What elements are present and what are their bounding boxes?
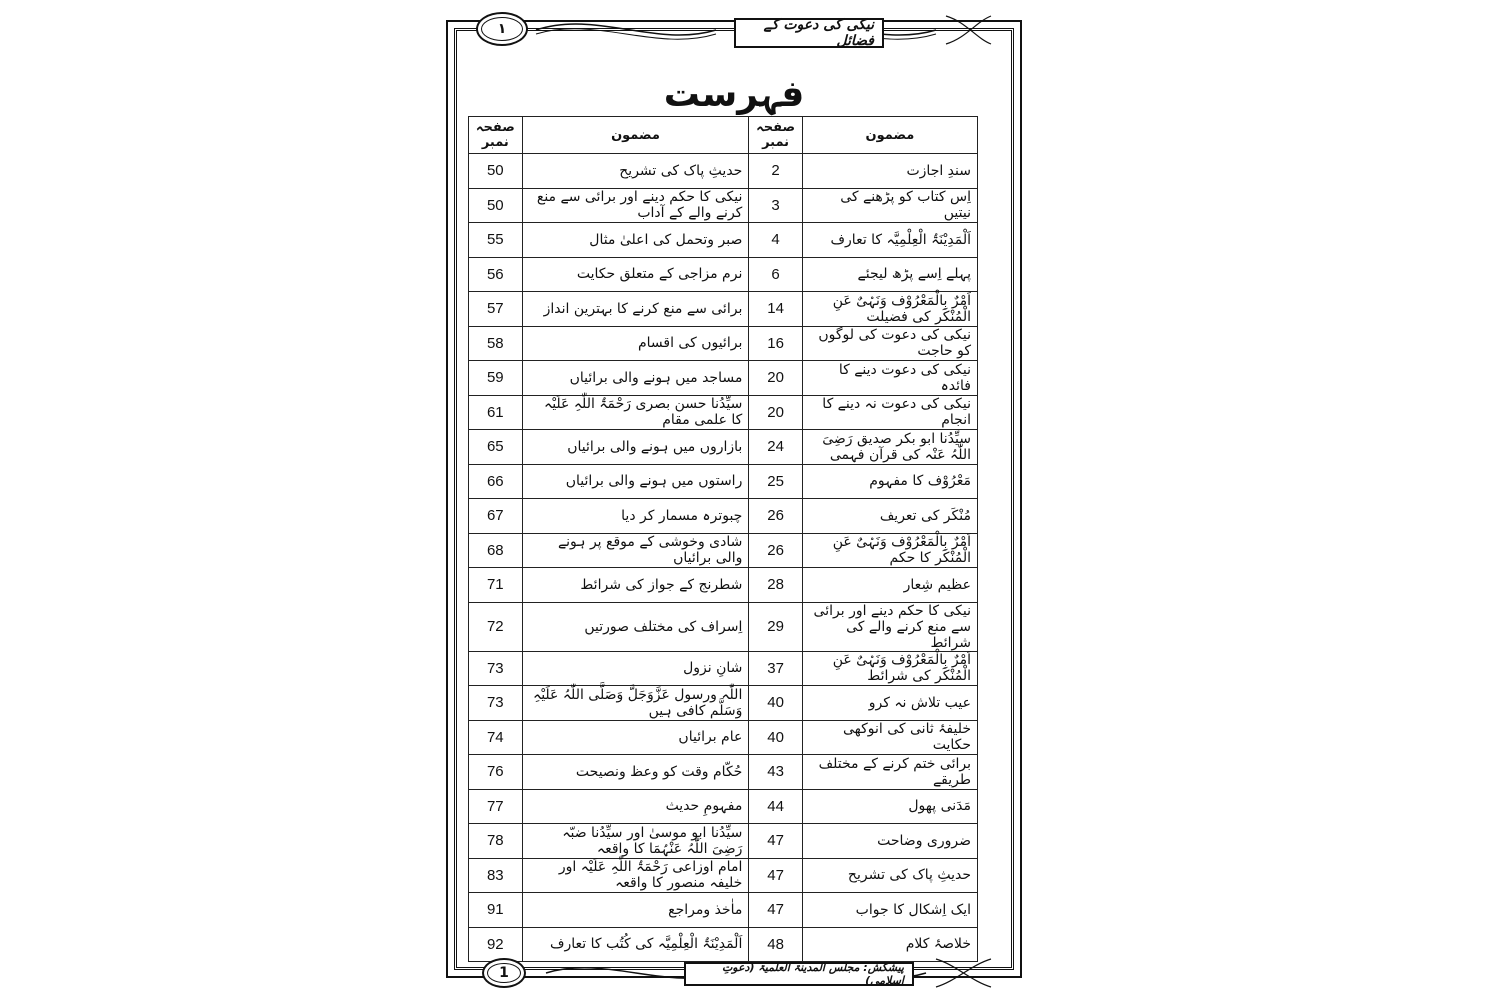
table-row: [469, 755, 978, 790]
topic-a-cell: خلیفۂ ثانی کی انوکھی حکایت: [802, 720, 977, 755]
table-row: [469, 292, 978, 327]
page-b-cell: 92: [469, 927, 523, 962]
topic-a-cell: اَمْرٌ بِالْمَعْرُوْف وَنَہْیٌ عَنِ الْمُنْکَر کی شرائط: [802, 651, 977, 686]
topic-a-cell: اَمْرٌ بِالْمَعْرُوْف وَنَہْیٌ عَنِ الْمُنْکَر کا حکم: [802, 533, 977, 568]
topic-a-cell: نیکی کی دعوت کی لوگوں کو حاجت: [802, 326, 977, 361]
header-page-number: ۱: [497, 21, 507, 37]
page-b-cell: 73: [469, 686, 523, 721]
table-row: [469, 499, 978, 534]
page-b-cell: 76: [469, 755, 523, 790]
topic-a-cell: عیب تلاش نہ کرو: [802, 686, 977, 721]
topic-b-cell: امام اوزاعی رَحْمَۃُ اللّٰہِ عَلَیْہ اور خلیفہ منصور کا واقعہ: [522, 858, 749, 893]
table-header-row: [469, 117, 978, 154]
page-b-cell: 57: [469, 292, 523, 327]
topic-a-cell: خلاصۂ کلام: [802, 927, 977, 962]
page-a-cell: 47: [749, 893, 802, 928]
topic-a-cell: نیکی کی دعوت نہ دینے کا انجام: [802, 395, 977, 430]
page-a-cell: 47: [749, 858, 802, 893]
page-b-cell: 66: [469, 464, 523, 499]
topic-b-cell: اِسراف کی مختلف صورتیں: [522, 602, 749, 651]
running-title: نیکی کی دعوت کے فضائل: [763, 17, 874, 49]
topic-b-cell: ماٰخذ ومراجع: [522, 893, 749, 928]
page-b-cell: 50: [469, 188, 523, 223]
publisher-box: [684, 962, 914, 986]
topic-a-cell: اَمْرٌ بِالْمَعْرُوْف وَنَہْیٌ عَنِ الْمُنْکَر کی فضیلت: [802, 292, 977, 327]
table-row: [469, 686, 978, 721]
page-b-cell: 73: [469, 651, 523, 686]
topic-b-cell: راستوں میں ہونے والی برائیاں: [522, 464, 749, 499]
table-row: [469, 188, 978, 223]
topic-b-cell: حدیثِ پاک کی تشریح: [522, 154, 749, 189]
topic-a-cell: ایک اِشکال کا جواب: [802, 893, 977, 928]
table-row: [469, 154, 978, 189]
topic-a-cell: سیِّدُنا ابو بکر صدیق رَضِیَ اللّٰہُ عَنْہ کی قرآن فہمی: [802, 430, 977, 465]
page-a-cell: 37: [749, 651, 802, 686]
topic-a-cell: عظیم شِعار: [802, 568, 977, 603]
page-a-cell: 16: [749, 326, 802, 361]
header-page-number-medallion: [476, 12, 528, 46]
header-page-a: صفحہ نمبر: [749, 117, 802, 154]
table-row: [469, 430, 978, 465]
running-title-box: [734, 18, 884, 48]
page-a-cell: 44: [749, 789, 802, 824]
topic-a-cell: مَعْرُوْف کا مفہوم: [802, 464, 977, 499]
topic-b-cell: شطرنج کے جواز کی شرائط: [522, 568, 749, 603]
page-a-cell: 6: [749, 257, 802, 292]
topic-a-cell: اَلْمَدِیْنَۃُ الْعِلْمِیَّہ کا تعارف: [802, 223, 977, 258]
table-row: [469, 893, 978, 928]
page-a-cell: 24: [749, 430, 802, 465]
page-a-cell: 40: [749, 720, 802, 755]
table-row: [469, 858, 978, 893]
topic-a-cell: ضروری وضاحت: [802, 824, 977, 859]
topic-b-cell: مساجد میں ہونے والی برائیاں: [522, 361, 749, 396]
header-topic-a: مضمون: [802, 117, 977, 154]
topic-a-cell: سندِ اجازت: [802, 154, 977, 189]
page-a-cell: 20: [749, 395, 802, 430]
page-a-cell: 2: [749, 154, 802, 189]
page-a-cell: 14: [749, 292, 802, 327]
page-a-cell: 26: [749, 499, 802, 534]
table-row: [469, 533, 978, 568]
page-b-cell: 68: [469, 533, 523, 568]
table-row: [469, 464, 978, 499]
page-b-cell: 58: [469, 326, 523, 361]
page-a-cell: 3: [749, 188, 802, 223]
topic-a-cell: حدیثِ پاک کی تشریح: [802, 858, 977, 893]
topic-b-cell: صبر وتحمل کی اعلیٰ مثال: [522, 223, 749, 258]
table-row: [469, 361, 978, 396]
topic-a-cell: نیکی کا حکم دینے اور برائی سے منع کرنے والے کی شرائط: [802, 602, 977, 651]
footer-page-number: 1: [499, 965, 509, 981]
topic-b-cell: سیِّدُنا حسن بصری رَحْمَۃُ اللّٰہِ عَلَیْہ کا علمی مقام: [522, 395, 749, 430]
page-b-cell: 59: [469, 361, 523, 396]
page-a-cell: 25: [749, 464, 802, 499]
page-b-cell: 74: [469, 720, 523, 755]
topic-b-cell: مفہومِ حدیث: [522, 789, 749, 824]
topic-a-cell: اِس کتاب کو پڑھنے کی نیتیں: [802, 188, 977, 223]
page-a-cell: 29: [749, 602, 802, 651]
page-b-cell: 72: [469, 602, 523, 651]
topic-a-cell: نیکی کی دعوت دینے کا فائدہ: [802, 361, 977, 396]
topic-b-cell: اَلْمَدِیْنَۃُ الْعِلْمِیَّہ کی کُتُب کا تعارف: [522, 927, 749, 962]
book-page: [446, 8, 1026, 993]
contents-table: [468, 116, 978, 962]
topic-b-cell: برائیوں کی اقسام: [522, 326, 749, 361]
page-a-cell: 4: [749, 223, 802, 258]
page-a-cell: 43: [749, 755, 802, 790]
topic-a-cell: مُنْکَر کی تعریف: [802, 499, 977, 534]
table-row: [469, 223, 978, 258]
table-row: [469, 824, 978, 859]
table-row: [469, 326, 978, 361]
topic-b-cell: شانِ نزول: [522, 651, 749, 686]
page-b-cell: 91: [469, 893, 523, 928]
publisher-label: پیشکش: مجلس المدینۃ العلمیۃ (دعوتِ اسلامی): [721, 961, 904, 987]
page-b-cell: 50: [469, 154, 523, 189]
topic-a-cell: برائی ختم کرنے کے مختلف طریقے: [802, 755, 977, 790]
topic-b-cell: شادی وخوشی کے موقع پر ہونے والی برائیاں: [522, 533, 749, 568]
page-a-cell: 20: [749, 361, 802, 396]
table-row: [469, 395, 978, 430]
table-row: [469, 257, 978, 292]
topic-b-cell: نرم مزاجی کے متعلق حکایت: [522, 257, 749, 292]
header-topic-b: مضمون: [522, 117, 749, 154]
page-b-cell: 71: [469, 568, 523, 603]
page-b-cell: 61: [469, 395, 523, 430]
table-row: [469, 720, 978, 755]
page-a-cell: 26: [749, 533, 802, 568]
page-b-cell: 56: [469, 257, 523, 292]
table-row: [469, 568, 978, 603]
page-a-cell: 47: [749, 824, 802, 859]
table-row: [469, 789, 978, 824]
topic-b-cell: بازاروں میں ہونے والی برائیاں: [522, 430, 749, 465]
page-title: فہرست: [663, 74, 805, 115]
topic-b-cell: سیِّدُنا ابو موسیٰ اور سیِّدُنا ضبّہ رَضِیَ اللّٰہُ عَنْہُمَا کا واقعہ: [522, 824, 749, 859]
topic-a-cell: مَدَنی پھول: [802, 789, 977, 824]
footer-page-number-medallion: [482, 958, 526, 988]
topic-b-cell: عام برائیاں: [522, 720, 749, 755]
topic-b-cell: حُکّام وقت کو وعظ ونصیحت: [522, 755, 749, 790]
page-b-cell: 78: [469, 824, 523, 859]
table-row: [469, 651, 978, 686]
header-page-b: صفحہ نمبر: [469, 117, 523, 154]
page-b-cell: 67: [469, 499, 523, 534]
page-a-cell: 40: [749, 686, 802, 721]
page-b-cell: 77: [469, 789, 523, 824]
topic-b-cell: اللّٰہ ورسول عَزَّوَجَلَّ وَصَلَّی اللّٰہُ عَلَیْہِ وَسَلَّم کافی ہیں: [522, 686, 749, 721]
page-b-cell: 83: [469, 858, 523, 893]
page-b-cell: 55: [469, 223, 523, 258]
topic-b-cell: برائی سے منع کرنے کا بہترین انداز: [522, 292, 749, 327]
topic-b-cell: نیکی کا حکم دینے اور برائی سے منع کرنے والے کے آداب: [522, 188, 749, 223]
page-a-cell: 48: [749, 927, 802, 962]
table-row: [469, 602, 978, 651]
topic-a-cell: پہلے اِسے پڑھ لیجئے: [802, 257, 977, 292]
page-a-cell: 28: [749, 568, 802, 603]
page-b-cell: 65: [469, 430, 523, 465]
topic-b-cell: چبوترہ مسمار کر دیا: [522, 499, 749, 534]
